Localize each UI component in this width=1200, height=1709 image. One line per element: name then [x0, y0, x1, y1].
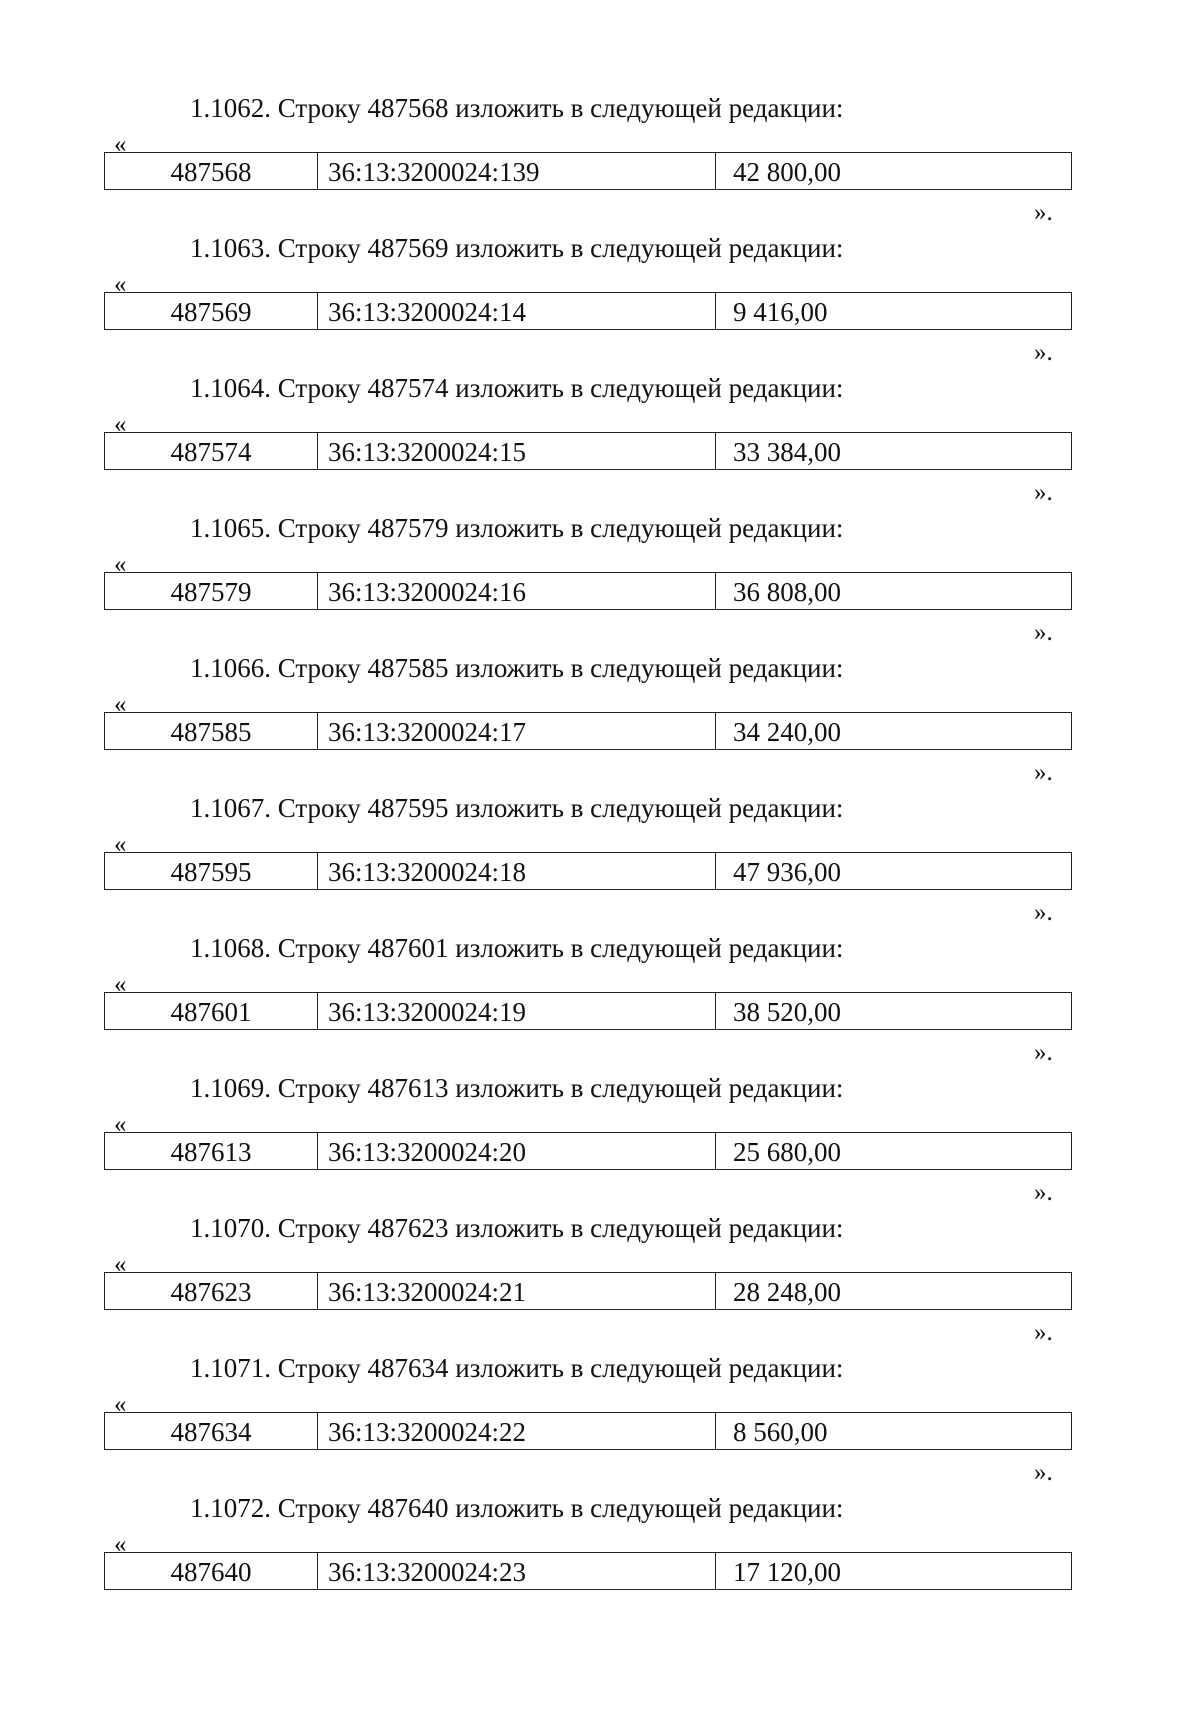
- row-code-cell: 487568: [105, 153, 318, 190]
- cadastral-number-cell: 36:13:3200024:22: [318, 1413, 716, 1450]
- cadastral-number-cell: 36:13:3200024:18: [318, 853, 716, 890]
- opening-quote-mark: «: [114, 131, 127, 158]
- amendment-heading: 1.1068. Строку 487601 изложить в следующей редакции:: [190, 933, 844, 963]
- value-cell: 34 240,00: [716, 713, 1072, 750]
- table-row: [105, 433, 1072, 470]
- cadastral-number-cell: 36:13:3200024:21: [318, 1273, 716, 1310]
- closing-quote-mark: ».: [1034, 339, 1053, 366]
- cadastral-number-cell: 36:13:3200024:16: [318, 573, 716, 610]
- amendment-section: [0, 373, 1200, 513]
- opening-quote-mark: «: [114, 551, 127, 578]
- opening-quote-mark: «: [114, 411, 127, 438]
- amendment-heading: 1.1062. Строку 487568 изложить в следующей редакции:: [190, 93, 844, 123]
- value-cell: 8 560,00: [716, 1413, 1072, 1450]
- value-cell: 28 248,00: [716, 1273, 1072, 1310]
- amendment-section: [0, 93, 1200, 233]
- amendment-section: [0, 1073, 1200, 1213]
- amendment-row-table: [104, 152, 1072, 190]
- table-row: [105, 1133, 1072, 1170]
- opening-quote-mark: «: [114, 1111, 127, 1138]
- value-cell: 17 120,00: [716, 1553, 1072, 1590]
- table-row: [105, 1553, 1072, 1590]
- row-code-cell: 487595: [105, 853, 318, 890]
- closing-quote-mark: ».: [1034, 1459, 1053, 1486]
- row-code-cell: 487623: [105, 1273, 318, 1310]
- amendment-heading: 1.1070. Строку 487623 изложить в следующей редакции:: [190, 1213, 844, 1243]
- amendment-row-table: [104, 1272, 1072, 1310]
- amendment-section: [0, 1353, 1200, 1493]
- cadastral-number-cell: 36:13:3200024:20: [318, 1133, 716, 1170]
- cadastral-number-cell: 36:13:3200024:23: [318, 1553, 716, 1590]
- amendment-row-table: [104, 572, 1072, 610]
- cadastral-number-cell: 36:13:3200024:14: [318, 293, 716, 330]
- value-cell: 33 384,00: [716, 433, 1072, 470]
- opening-quote-mark: «: [114, 271, 127, 298]
- amendment-row-table: [104, 292, 1072, 330]
- amendment-heading: 1.1065. Строку 487579 изложить в следующей редакции:: [190, 513, 844, 543]
- row-code-cell: 487579: [105, 573, 318, 610]
- row-code-cell: 487613: [105, 1133, 318, 1170]
- amendment-row-table: [104, 852, 1072, 890]
- amendment-heading: 1.1067. Строку 487595 изложить в следующей редакции:: [190, 793, 844, 823]
- table-row: [105, 1273, 1072, 1310]
- amendment-section: [0, 933, 1200, 1073]
- value-cell: 25 680,00: [716, 1133, 1072, 1170]
- closing-quote-mark: ».: [1034, 1179, 1053, 1206]
- closing-quote-mark: ».: [1034, 1039, 1053, 1066]
- closing-quote-mark: ».: [1034, 199, 1053, 226]
- cadastral-number-cell: 36:13:3200024:17: [318, 713, 716, 750]
- cadastral-number-cell: 36:13:3200024:139: [318, 153, 716, 190]
- amendment-section: [0, 793, 1200, 933]
- value-cell: 38 520,00: [716, 993, 1072, 1030]
- amendment-heading: 1.1066. Строку 487585 изложить в следующей редакции:: [190, 653, 844, 683]
- amendment-section: [0, 1493, 1200, 1633]
- table-row: [105, 1413, 1072, 1450]
- amendment-heading: 1.1069. Строку 487613 изложить в следующей редакции:: [190, 1073, 844, 1103]
- row-code-cell: 487634: [105, 1413, 318, 1450]
- amendment-section: [0, 513, 1200, 653]
- row-code-cell: 487601: [105, 993, 318, 1030]
- opening-quote-mark: «: [114, 971, 127, 998]
- amendment-row-table: [104, 1552, 1072, 1590]
- amendment-heading: 1.1072. Строку 487640 изложить в следующей редакции:: [190, 1493, 844, 1523]
- value-cell: 47 936,00: [716, 853, 1072, 890]
- amendment-heading: 1.1063. Строку 487569 изложить в следующей редакции:: [190, 233, 844, 263]
- value-cell: 9 416,00: [716, 293, 1072, 330]
- table-row: [105, 573, 1072, 610]
- closing-quote-mark: ».: [1034, 479, 1053, 506]
- table-row: [105, 713, 1072, 750]
- amendment-section: [0, 653, 1200, 793]
- amendment-row-table: [104, 432, 1072, 470]
- cadastral-number-cell: 36:13:3200024:15: [318, 433, 716, 470]
- opening-quote-mark: «: [114, 1251, 127, 1278]
- amendment-row-table: [104, 1132, 1072, 1170]
- row-code-cell: 487569: [105, 293, 318, 330]
- opening-quote-mark: «: [114, 1391, 127, 1418]
- row-code-cell: 487640: [105, 1553, 318, 1590]
- table-row: [105, 993, 1072, 1030]
- amendment-row-table: [104, 712, 1072, 750]
- amendment-section: [0, 1213, 1200, 1353]
- amendment-heading: 1.1071. Строку 487634 изложить в следующей редакции:: [190, 1353, 844, 1383]
- opening-quote-mark: «: [114, 831, 127, 858]
- opening-quote-mark: «: [114, 691, 127, 718]
- row-code-cell: 487585: [105, 713, 318, 750]
- cadastral-number-cell: 36:13:3200024:19: [318, 993, 716, 1030]
- amendment-heading: 1.1064. Строку 487574 изложить в следующей редакции:: [190, 373, 844, 403]
- closing-quote-mark: ».: [1034, 899, 1053, 926]
- closing-quote-mark: ».: [1034, 1319, 1053, 1346]
- amendment-row-table: [104, 992, 1072, 1030]
- table-row: [105, 293, 1072, 330]
- closing-quote-mark: ».: [1034, 759, 1053, 786]
- row-code-cell: 487574: [105, 433, 318, 470]
- amendment-section: [0, 233, 1200, 373]
- table-row: [105, 853, 1072, 890]
- opening-quote-mark: «: [114, 1531, 127, 1558]
- table-row: [105, 153, 1072, 190]
- closing-quote-mark: ».: [1034, 619, 1053, 646]
- value-cell: 42 800,00: [716, 153, 1072, 190]
- amendment-row-table: [104, 1412, 1072, 1450]
- value-cell: 36 808,00: [716, 573, 1072, 610]
